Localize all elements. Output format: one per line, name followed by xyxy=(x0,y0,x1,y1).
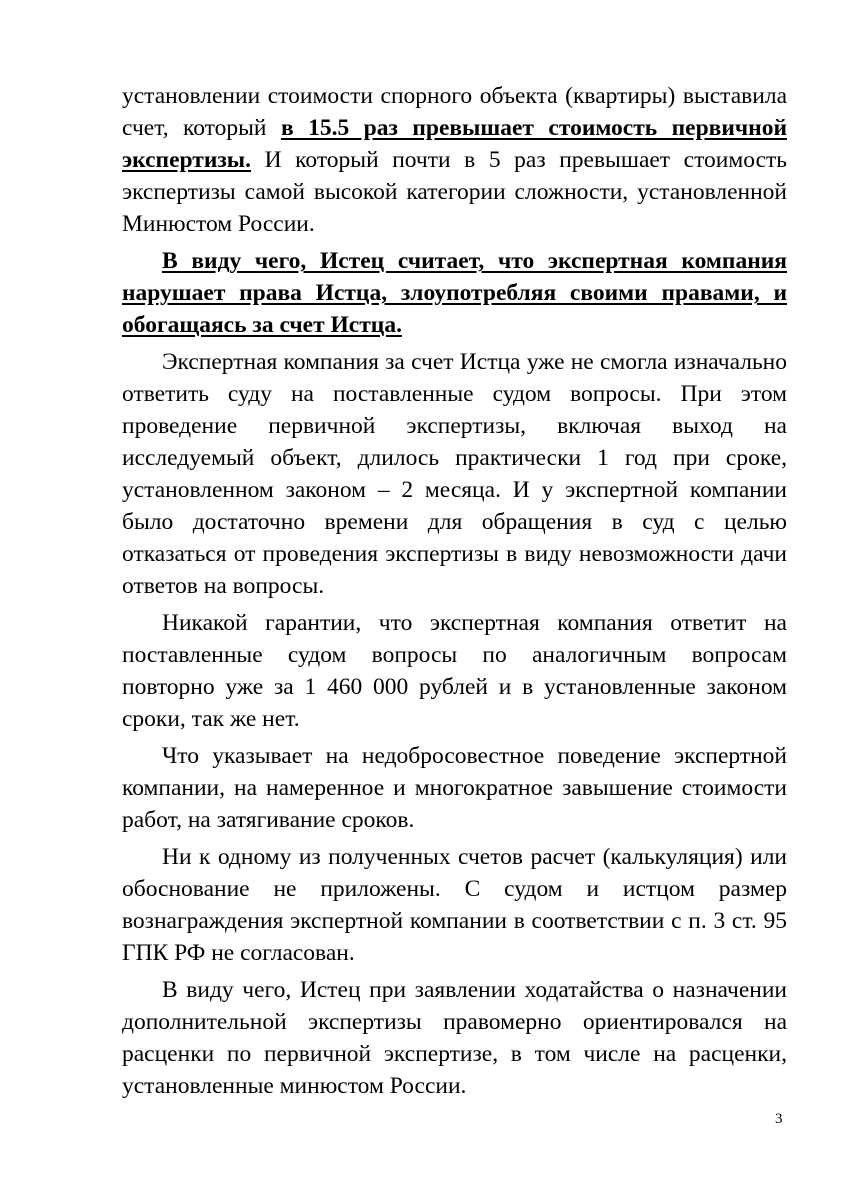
paragraph-2-run-1-emphasis: В виду чего, Истец считает, что экспертная компания нарушает права Истца, злоупотребляя своими правами, и обогащаясь за счет Истца. xyxy=(122,248,787,338)
document-body xyxy=(122,80,787,1107)
paragraph-4-run-1: Никакой гарантии, что экспертная компания ответит на поставленные судом вопросы по аналогичным вопросам повторно уже за 1 460 000 рублей и в установленные законом сроки, так же нет. xyxy=(122,610,787,732)
paragraph-7 xyxy=(122,974,787,1102)
paragraph-6 xyxy=(122,841,787,969)
paragraph-7-run-1: В виду чего, Истец при заявлении ходатайства о назначении дополнительной экспертизы правомерно ориентировался на расценки по первичной экспертизе, в том числе на расценки, установленные минюстом России. xyxy=(122,977,787,1099)
paragraph-4 xyxy=(122,607,787,735)
paragraph-5-run-1: Что указывает на недобросовестное поведение экспертной компании, на намеренное и многократное завышение стоимости работ, на затягивание сроков. xyxy=(122,743,787,833)
paragraph-5 xyxy=(122,740,787,836)
paragraph-1 xyxy=(122,80,787,240)
paragraph-3 xyxy=(122,346,787,602)
paragraph-1-run-2-emphasis: в 15.5 раз превышает стоимость первичной экспертизы. xyxy=(122,115,787,173)
paragraph-2 xyxy=(122,245,787,341)
paragraph-3-run-1: Экспертная компания за счет Истца уже не смогла изначально ответить суду на поставленные судом вопросы. При этом проведение первичной экспертизы, включая выход на исследуемый объект, длилось практически 1 год при сроке, установленном законом – 2 месяца. И у экспертной компании было достаточно времени для обращения в суд с целью отказаться от проведения экспертизы в виду невозможности дачи ответов на вопросы. xyxy=(122,349,787,599)
paragraph-1-run-3: И который почти в 5 раз превышает стоимость экспертизы самой высокой категории сложности, установленной Минюстом России. xyxy=(122,147,787,237)
paragraph-1-run-1: установлении стоимости спорного объекта (квартиры) выставила счет, который xyxy=(122,83,787,141)
paragraph-6-run-1: Ни к одному из полученных счетов расчет (калькуляция) или обоснование не приложены. С судом и истцом размер вознаграждения экспертной компании в соответствии с п. 3 ст. 95 ГПК РФ не согласован. xyxy=(122,844,787,966)
page-number: 3 xyxy=(775,1111,783,1127)
